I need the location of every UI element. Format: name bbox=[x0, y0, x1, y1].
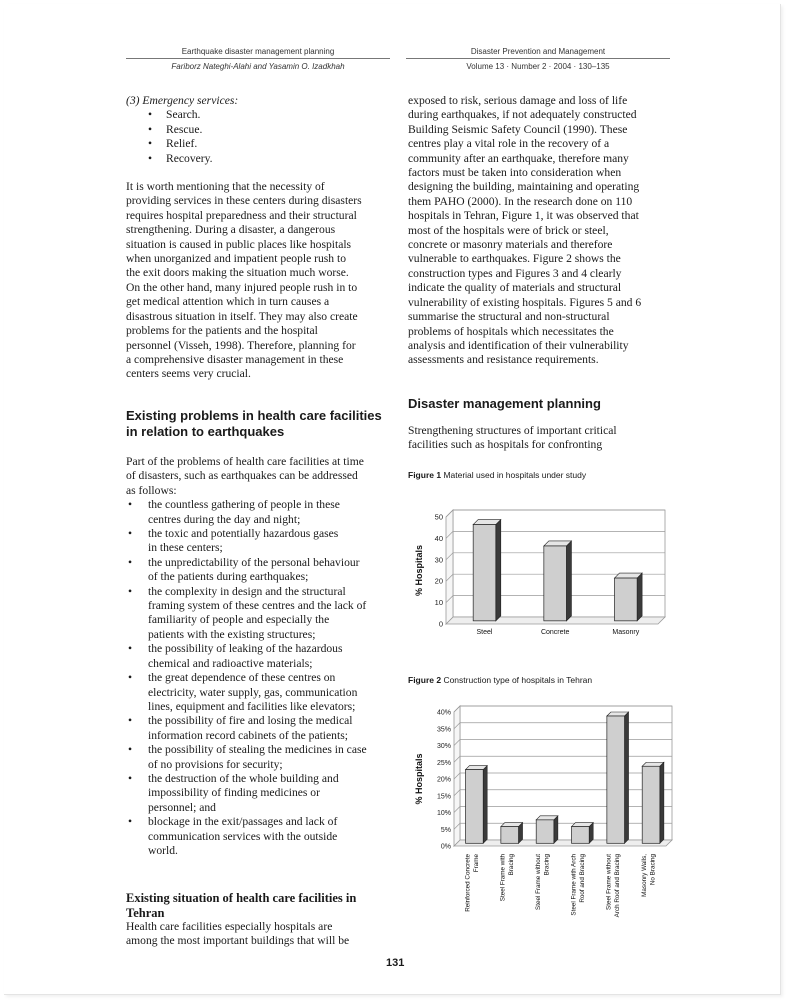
header-rule-left bbox=[126, 58, 390, 59]
paragraph-line: On the other hand, many injured people rush in to bbox=[126, 280, 358, 294]
y-tick-label: 0% bbox=[440, 843, 451, 851]
y-tick-label: 20% bbox=[436, 776, 451, 784]
x-category-label: Frame bbox=[472, 854, 480, 873]
x-category-label: Bracing bbox=[508, 854, 516, 876]
bullet-line: lines, equipment and facilities like elevators; bbox=[148, 699, 356, 713]
paragraph-line: a comprehensive disaster management in these bbox=[126, 352, 344, 366]
services-heading: (3) Emergency services: bbox=[126, 94, 239, 107]
paragraph-line: most of the hospitals were of brick or steel, bbox=[408, 223, 609, 237]
section-heading-existing-problems bbox=[126, 408, 396, 440]
problem-bullet-item bbox=[126, 585, 391, 643]
bar-front bbox=[607, 716, 625, 843]
paragraph-line: indicate the quality of materials and structural bbox=[408, 281, 622, 295]
bullet-line: impossibility of finding medicines or bbox=[148, 786, 320, 800]
bullet-line: • the toxic and potentially hazardous gases bbox=[148, 527, 339, 541]
paragraph-line: facilities such as hospitals for confronting bbox=[408, 438, 603, 452]
paragraph-line: Part of the problems of health care facilities at time bbox=[126, 455, 364, 468]
right-column-top bbox=[408, 94, 673, 368]
y-tick-label: 50 bbox=[434, 512, 443, 522]
bar-front bbox=[466, 770, 484, 844]
paragraph-line: vulnerable to earthquakes. Figure 2 shows the bbox=[408, 252, 621, 266]
y-axis-label: % Hospitals bbox=[414, 753, 424, 805]
bullet-line: • the countless gathering of people in these bbox=[148, 498, 340, 512]
bar-side bbox=[496, 520, 501, 621]
y-axis-label: % Hospitals bbox=[414, 544, 424, 597]
paragraph-line: factors must be taken into consideration when bbox=[408, 166, 622, 180]
problem-bullet-item bbox=[126, 527, 391, 556]
bullet-line: • the unpredictability of the personal behaviour bbox=[148, 555, 360, 569]
figure2-caption bbox=[408, 675, 592, 685]
paragraph-line: exposed to risk, serious damage and loss of life bbox=[408, 94, 628, 107]
paragraph-line: providing services in these centers during disasters bbox=[126, 194, 362, 208]
paragraph-line: problems of hospitals which necessitates the bbox=[408, 324, 614, 338]
plot-side-wall bbox=[446, 510, 453, 624]
bar-0 bbox=[466, 766, 488, 844]
page-number: 131 bbox=[386, 957, 405, 969]
section-heading-disaster-management: Disaster management planning bbox=[408, 396, 601, 411]
service-item: • Relief. bbox=[126, 137, 391, 151]
paragraph-line: construction types and Figures 3 and 4 clearly bbox=[408, 266, 622, 280]
figure1-caption-text: Material used in hospitals under study bbox=[443, 470, 587, 480]
running-header-journal: Disaster Prevention and Management bbox=[470, 47, 606, 56]
paragraph-line: Health care facilities especially hospitals are bbox=[126, 920, 333, 933]
problem-bullet-item bbox=[126, 772, 391, 815]
bar-front bbox=[501, 827, 519, 844]
bar-front bbox=[544, 546, 567, 621]
paragraph-line: strengthening. During a disaster, a dangerous bbox=[126, 223, 336, 237]
left-column-problems bbox=[126, 455, 391, 858]
plot-floor bbox=[454, 840, 672, 846]
paragraph-line: among the most important buildings that will be bbox=[126, 934, 350, 948]
problem-bullet-item bbox=[126, 642, 391, 671]
bullet-line: of no provisions for security; bbox=[148, 757, 283, 771]
problem-bullet-item bbox=[126, 671, 391, 714]
bullet-line: in these centers; bbox=[148, 541, 223, 555]
paragraph-line: concrete or masonry materials and therefore bbox=[408, 238, 613, 252]
bullet-line: electricity, water supply, gas, communication bbox=[148, 685, 358, 699]
bullet-line: framing system of these centres and the lack of bbox=[148, 599, 367, 613]
bar-1 bbox=[501, 823, 523, 844]
x-category-label: Steel bbox=[476, 629, 493, 636]
y-tick-label: 40% bbox=[436, 709, 451, 717]
y-tick-label: 0 bbox=[438, 619, 443, 629]
y-tick-label: 40 bbox=[434, 533, 443, 543]
bullet-line: • the possibility of leaking of the hazardous bbox=[148, 642, 343, 656]
bar-front bbox=[572, 827, 590, 844]
paragraph-line: them PAHO (2000). In the research done on 110 bbox=[408, 194, 633, 208]
bar-top bbox=[473, 520, 501, 525]
bar-top bbox=[615, 573, 643, 578]
paragraph-line: designing the building, maintaining and operating bbox=[408, 180, 640, 194]
paragraph-line: when unorganized and impatient people rush to bbox=[126, 252, 347, 266]
bar-side bbox=[483, 766, 487, 844]
x-category-label: Steel Frame with Arch bbox=[570, 854, 578, 916]
y-tick-label: 25% bbox=[436, 759, 451, 767]
left-column-top bbox=[126, 94, 391, 382]
bar-side bbox=[554, 816, 558, 843]
section-heading-existing-situation bbox=[126, 891, 396, 921]
bullet-line: • the possibility of stealing the medicines in case bbox=[148, 743, 367, 757]
service-item: • Rescue. bbox=[126, 123, 391, 137]
bar-2 bbox=[536, 816, 558, 843]
x-category-label: Masonry Walls, bbox=[641, 854, 649, 897]
bullet-line: familiarity of people and especially the bbox=[148, 613, 330, 627]
bar-top bbox=[466, 766, 488, 770]
x-category-label: Roof and Bracing bbox=[578, 854, 586, 903]
paragraph-line: the exit doors making the situation much worse. bbox=[126, 266, 349, 280]
bullet-line: • the possibility of fire and losing the medical bbox=[148, 714, 353, 728]
y-tick-label: 15% bbox=[436, 793, 451, 801]
paragraph-line: disastrous situation in itself. They may also create bbox=[126, 309, 358, 323]
paragraph-line: analysis and identification of their vulnerability bbox=[408, 338, 629, 352]
bar-top bbox=[607, 712, 629, 716]
problem-bullet-item bbox=[126, 815, 391, 858]
bar-front bbox=[473, 525, 496, 621]
y-tick-label: 10 bbox=[434, 598, 443, 608]
problem-bullet-item bbox=[126, 743, 391, 772]
paragraph-line: assessments and resistance requirements. bbox=[408, 353, 599, 367]
bullet-line: communication services with the outside bbox=[148, 829, 338, 843]
problem-bullet-item bbox=[126, 556, 391, 585]
y-tick-label: 30 bbox=[434, 555, 443, 565]
y-tick-label: 5% bbox=[440, 826, 451, 834]
bar-4 bbox=[607, 712, 629, 843]
problem-bullet-item bbox=[126, 714, 391, 743]
y-tick-label: 30% bbox=[436, 743, 451, 750]
bullet-line: information record cabinets of the patients; bbox=[148, 728, 348, 742]
x-category-label: No Bracing bbox=[649, 854, 657, 886]
figure2-label: Figure 2 bbox=[408, 675, 442, 685]
paragraph-line: requires hospital preparedness and their structural bbox=[126, 208, 357, 222]
service-item: • Search. bbox=[126, 108, 391, 122]
paragraph-line: of disasters, such as earthquakes can be addressed bbox=[126, 469, 358, 483]
bar-3 bbox=[572, 823, 594, 844]
figure1-label: Figure 1 bbox=[408, 470, 442, 480]
problems-intro bbox=[126, 455, 391, 498]
running-header-volume: Volume 13 · Number 2 · 2004 · 130–135 bbox=[466, 62, 610, 71]
header-rule-right bbox=[406, 58, 670, 59]
paragraph-line: summarise the structural and non-structural bbox=[408, 310, 610, 324]
y-tick-label: 20 bbox=[434, 576, 443, 586]
bullet-line: • the great dependence of these centres on bbox=[148, 671, 336, 685]
x-category-label: Masonry bbox=[612, 629, 640, 636]
bar-top bbox=[536, 816, 558, 820]
paragraph-line: centers seems very crucial. bbox=[126, 367, 251, 381]
paragraph-line: personnel (Visseh, 1998). Therefore, planning for bbox=[126, 338, 356, 352]
paragraph-line: get medical attention which in turn causes a bbox=[126, 295, 330, 309]
left-column-bottom bbox=[126, 920, 391, 949]
running-header-authors: Fariborz Nateghi-Alahi and Yasamin O. Izadkhah bbox=[171, 62, 345, 71]
bullet-line: patients with the existing structures; bbox=[148, 627, 316, 641]
paragraph-line: Strengthening structures of important critical bbox=[408, 424, 617, 437]
problem-bullet-item bbox=[126, 498, 391, 527]
right-column-intro bbox=[408, 424, 673, 453]
paragraph-line: community after an earthquake, therefore many bbox=[408, 151, 629, 165]
paragraph-line: Building Seismic Safety Council (1990). These bbox=[408, 122, 628, 136]
y-tick-label: 35% bbox=[436, 726, 451, 734]
x-category-label: Steel Frame without bbox=[605, 854, 613, 910]
bullet-line: • the destruction of the whole building and bbox=[148, 771, 339, 785]
bar-side bbox=[637, 573, 642, 621]
x-category-label: Arch Roof and Bracing bbox=[614, 854, 622, 918]
heading-line: in relation to earthquakes bbox=[126, 424, 285, 439]
paragraph-line: It is worth mentioning that the necessity of bbox=[126, 180, 325, 194]
bar-front bbox=[615, 578, 638, 621]
paragraph-line: situation is caused in public places like hospitals bbox=[126, 237, 352, 251]
bar-0 bbox=[473, 520, 501, 621]
bar-top bbox=[572, 823, 594, 827]
heading-line: Tehran bbox=[126, 906, 165, 920]
x-category-label: Concrete bbox=[540, 629, 570, 636]
service-item: • Recovery. bbox=[126, 152, 391, 166]
x-category-label: Reinforced Concrete bbox=[464, 854, 472, 912]
x-category-label: Steel Frame without bbox=[535, 854, 543, 910]
bar-side bbox=[566, 541, 571, 621]
services-list bbox=[126, 108, 391, 166]
bullet-line: chemical and radioactive materials; bbox=[148, 656, 313, 670]
bar-front bbox=[642, 766, 660, 843]
bar-side bbox=[625, 712, 629, 843]
bar-5 bbox=[642, 762, 664, 843]
paragraph-line: problems for the patients and the hospital bbox=[126, 324, 318, 338]
bullet-line: personnel; and bbox=[148, 800, 216, 814]
bullet-line: of the patients during earthquakes; bbox=[148, 570, 309, 584]
bar-top bbox=[544, 541, 572, 546]
bar-top bbox=[501, 823, 523, 827]
paragraph-line: as follows: bbox=[126, 483, 177, 497]
bullet-line: • blockage in the exit/passages and lack of bbox=[148, 815, 338, 829]
bar-top bbox=[642, 762, 664, 766]
y-tick-label: 10% bbox=[436, 810, 451, 817]
figure1-caption bbox=[408, 470, 586, 480]
bar-2 bbox=[615, 573, 643, 621]
heading-line: Existing situation of health care facilities in bbox=[126, 891, 357, 905]
paragraph-line: vulnerability of existing hospitals. Figures 5 and 6 bbox=[408, 295, 642, 309]
problems-list bbox=[126, 498, 391, 858]
paragraph-hospital-preparedness bbox=[126, 180, 391, 382]
bullet-line: • the complexity in design and the structural bbox=[148, 584, 346, 598]
bullet-line: centres during the day and night; bbox=[148, 512, 301, 526]
paragraph-line: during earthquakes, if not adequately constructed bbox=[408, 108, 637, 122]
bar-front bbox=[536, 820, 554, 843]
bullet-line: world. bbox=[148, 843, 178, 857]
bar-side bbox=[660, 762, 664, 843]
running-header-title-left: Earthquake disaster management planning bbox=[181, 47, 335, 56]
x-category-label: Bracing bbox=[543, 854, 551, 876]
x-category-label: Steel Frame with bbox=[499, 854, 507, 902]
heading-line: Existing problems in health care facilities bbox=[126, 408, 382, 423]
figure1-chart bbox=[408, 500, 673, 645]
paragraph-line: centres play a vital role in the recovery of a bbox=[408, 137, 610, 151]
figure2-caption-text: Construction type of hospitals in Tehran bbox=[443, 675, 593, 685]
figure2-chart bbox=[408, 700, 678, 948]
paragraph-line: hospitals in Tehran, Figure 1, it was observed that bbox=[408, 209, 639, 223]
bar-1 bbox=[544, 541, 572, 621]
